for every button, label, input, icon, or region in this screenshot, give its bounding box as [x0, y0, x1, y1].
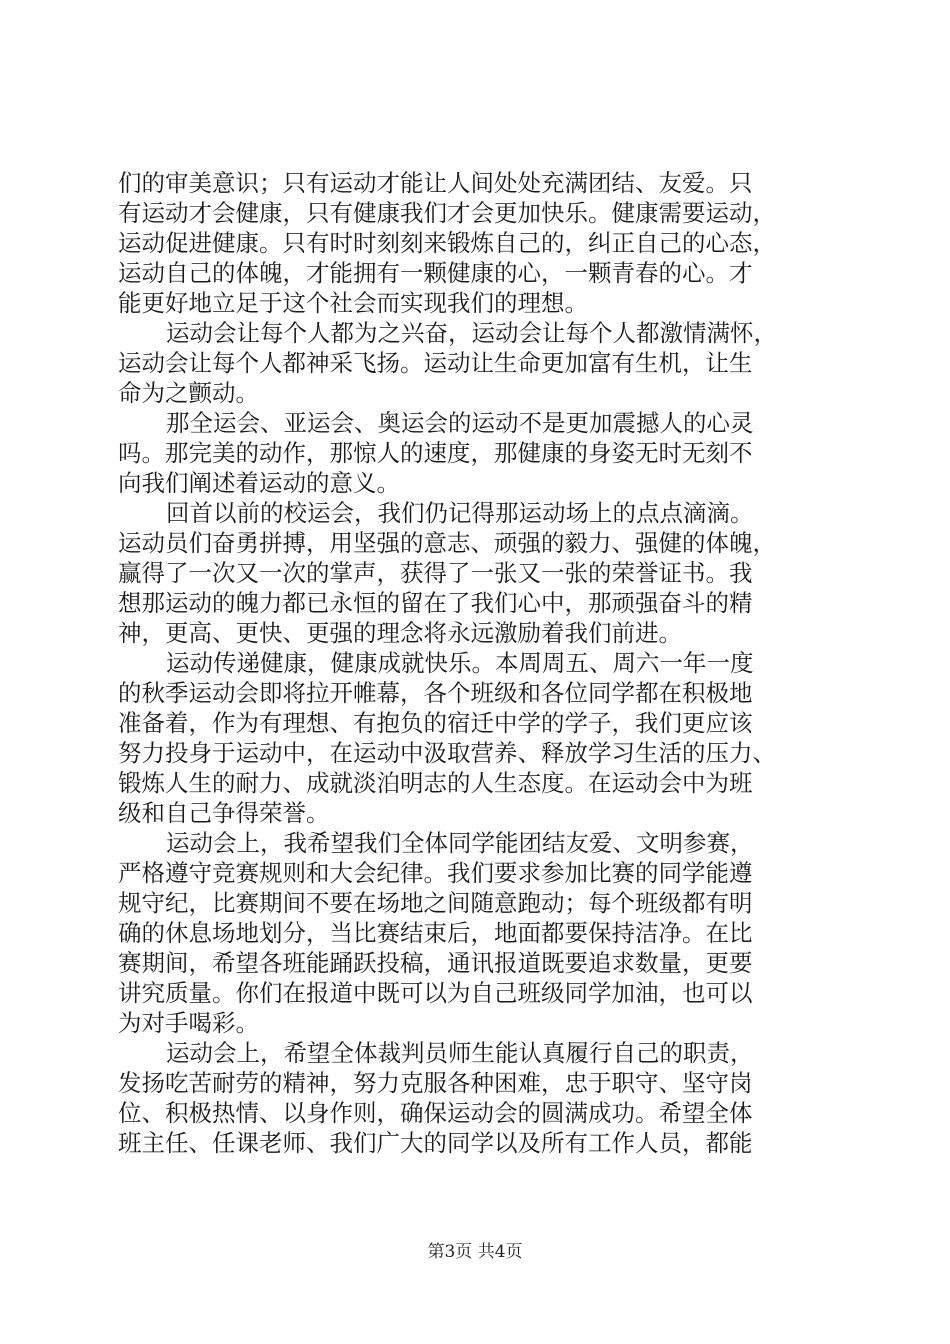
text-line: 神，更高、更快、更强的理念将永远激励着我们前进。	[118, 619, 682, 647]
text-line: 运动自己的体魄，才能拥有一颗健康的心，一颗青春的心。才	[118, 259, 753, 287]
text-line: 吗。那完美的动作，那惊人的速度，那健康的身姿无时无刻不	[118, 439, 753, 467]
paragraph-first-line: 运动会上，我希望我们全体同学能团结友爱、文明参赛，	[166, 829, 754, 857]
text-line: 运动促进健康。只有时时刻刻来锻炼自己的，纠正自己的心态，	[118, 229, 776, 257]
text-line: 运动员们奋勇拼搏，用坚强的意志、顽强的毅力、强健的体魄，	[118, 529, 776, 557]
paragraph-first-line: 那全运会、亚运会、奥运会的运动不是更加震撼人的心灵	[166, 409, 754, 437]
text-line: 发扬吃苦耐劳的精神，努力克服各种困难，忠于职守、坚守岗	[118, 1069, 753, 1097]
text-line: 赛期间，希望各班能踊跃投稿，通讯报道既要追求数量，更要	[118, 949, 753, 977]
text-line: 级和自己争得荣誉。	[118, 799, 330, 827]
paragraph-first-line: 回首以前的校运会，我们仍记得那运动场上的点点滴滴。	[166, 499, 754, 527]
text-line: 讲究质量。你们在报道中既可以为自己班级同学加油，也可以	[118, 979, 753, 1007]
paragraph-first-line: 运动传递健康，健康成就快乐。本周周五、周六一年一度	[166, 649, 754, 677]
text-line: 准备着，作为有理想、有抱负的宿迁中学的学子，我们更应该	[118, 709, 753, 737]
paragraph-first-line: 运动会让每个人都为之兴奋，运动会让每个人都激情满怀，	[166, 319, 777, 347]
text-line: 严格遵守竞赛规则和大会纪律。我们要求参加比赛的同学能遵	[118, 859, 753, 887]
text-line: 命为之颤动。	[118, 379, 259, 407]
text-line: 位、积极热情、以身作则，确保运动会的圆满成功。希望全体	[118, 1099, 753, 1127]
text-line: 的秋季运动会即将拉开帷幕，各个班级和各位同学都在积极地	[118, 679, 753, 707]
text-line: 班主任、任课老师、我们广大的同学以及所有工作人员，都能	[118, 1129, 753, 1157]
text-line: 赢得了一次又一次的掌声，获得了一张又一张的荣誉证书。我	[118, 559, 753, 587]
text-line: 努力投身于运动中，在运动中汲取营养、释放学习生活的压力、	[118, 739, 776, 767]
text-line: 锻炼人生的耐力、成就淡泊明志的人生态度。在运动会中为班	[118, 769, 753, 797]
document-body	[118, 168, 836, 1158]
text-line: 为对手喝彩。	[118, 1009, 259, 1037]
text-line: 运动会让每个人都神采飞扬。运动让生命更加富有生机，让生	[118, 349, 753, 377]
text-line: 向我们阐述着运动的意义。	[118, 469, 400, 497]
text-line: 们的审美意识；只有运动才能让人间处处充满团结、友爱。只	[118, 169, 753, 197]
text-line: 有运动才会健康，只有健康我们才会更加快乐。健康需要运动，	[118, 199, 776, 227]
text-line: 规守纪，比赛期间不要在场地之间随意跑动；每个班级都有明	[118, 889, 753, 917]
text-line: 确的休息场地划分，当比赛结束后，地面都要保持洁净。在比	[118, 919, 753, 947]
page-number-footer: 第3页 共4页	[427, 1242, 523, 1262]
paragraph-first-line: 运动会上，希望全体裁判员师生能认真履行自己的职责，	[166, 1039, 754, 1067]
text-line: 能更好地立足于这个社会而实现我们的理想。	[118, 289, 588, 317]
text-line: 想那运动的魄力都已永恒的留在了我们心中，那顽强奋斗的精	[118, 589, 753, 617]
